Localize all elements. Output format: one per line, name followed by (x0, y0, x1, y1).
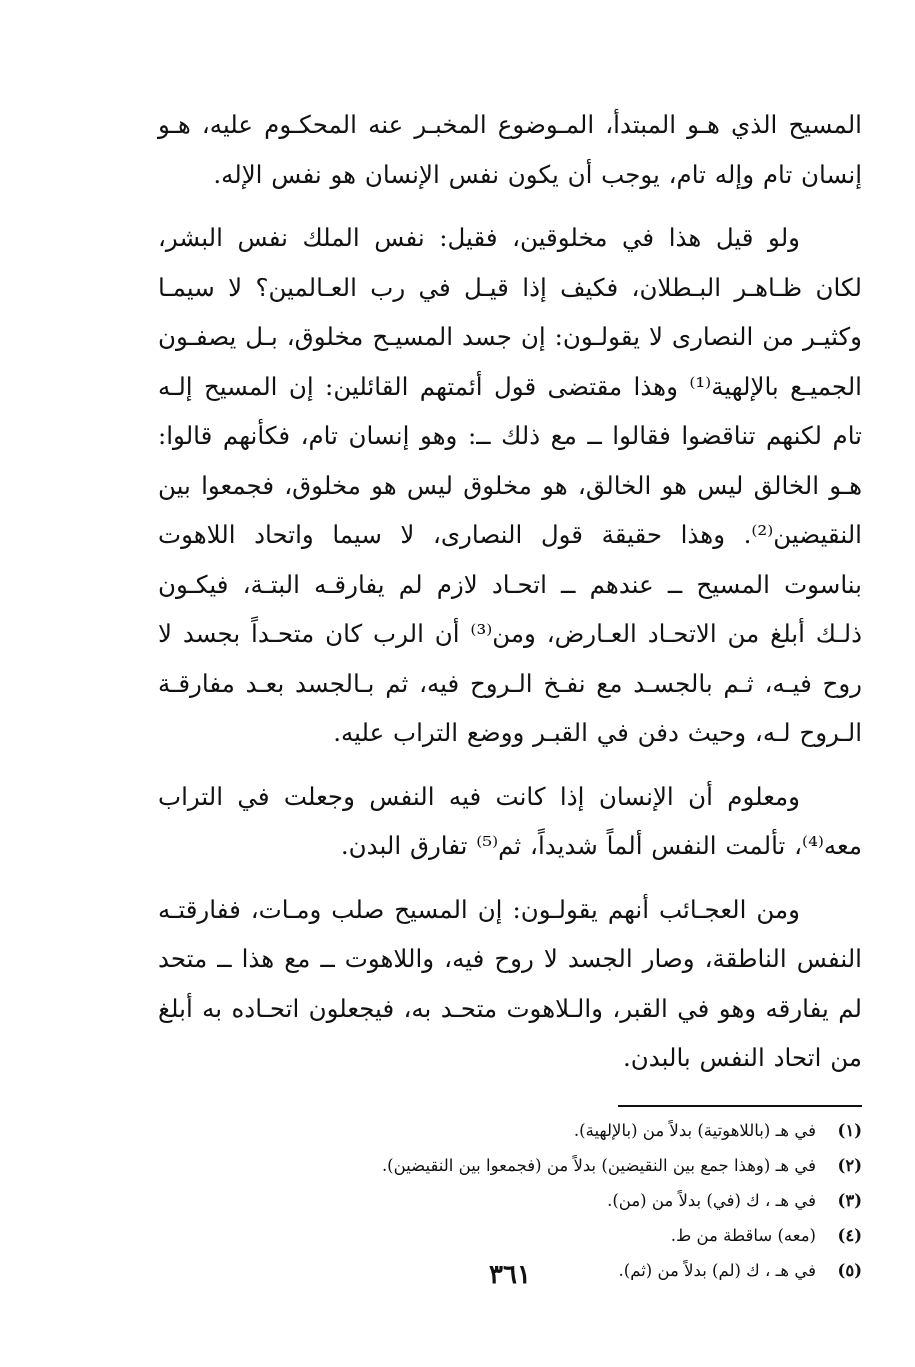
paragraph-3: ومعلوم أن الإنسان إذا كانت فيه النفس وجعلت في التراب معه⁽⁴⁾، تألمت النفس ألماً شديداً، ثم⁽⁵⁾ تفارق البدن. (158, 781, 862, 860)
paragraph-2: ولو قيل هذا في مخلوقين، فقيل: نفس الملك نفس البشر، لكان ظـاهـر البـطلان، فكيف إذا قيـل في رب العـالمين؟ لا سيمـا وكثيـر من النصارى لا يقولـون: إن جسد المسيـح مخلوق، بـل يصفـون الجميـع بالإلهية⁽¹⁾ وهذا مقتضى قول أئمتهم القائلين: إن المسيح إلـه تام لكنهم تناقضوا فقالوا ــ مع ذلك ــ: وهو إنسان تام، فكأنهم قالوا: هـو الخالق ليس هو الخالق، هو مخلوق ليس هو مخلوق، فجمعوا بين النقيضين⁽²⁾. وهذا حقيقة قول النصارى، لا سيما واتحاد اللاهوت بناسوت المسيح ــ عندهم ــ اتحـاد لازم لم يفارقـه البتـة، فيكـون ذلـك أبلغ من الاتحـاد العـارض، ومن⁽³⁾ أن الرب كان متحـداً بجسد لا روح فيـه، ثـم بالجسـد مع نفـخ الـروح فيه، ثم بـالجسد بعـد مفارقـة الـروح لـه، وحيث دفن في القبـر ووضع التراب عليه. (158, 223, 862, 747)
paragraph-4: ومن العجـائب أنهم يقولـون: إن المسيح صلب ومـات، ففارقتـه النفس الناطقة، وصار الجسد لا روح فيه، واللاهوت ــ مع هذا ــ متحد لم يفارقه وهو في القبر، والـلاهوت متحـد به، فيجعلون اتحـاده به أبلغ من اتحاد النفس بالبدن. (158, 894, 862, 1072)
main-text (158, 100, 862, 1083)
footnote-number: (١) (837, 1120, 862, 1140)
footnote-text: في هـ ، ك (في) بدلاً من (من). (607, 1190, 816, 1210)
footnote-number: (٣) (837, 1190, 862, 1210)
footnote-text: في هـ ، ك (لم) بدلاً من (ثم). (618, 1260, 816, 1280)
book-page (158, 100, 862, 1330)
footnote-text: في هـ (باللاهوتية) بدلاً من (بالإلهية). (573, 1120, 816, 1140)
footnote-separator (618, 1105, 862, 1107)
footnote-1 (158, 1113, 862, 1148)
footnote-text: (معه) ساقطة من ط. (670, 1225, 816, 1245)
footnote-number: (٢) (837, 1155, 862, 1175)
paragraph-1: المسيح الذي هـو المبتدأ، المـوضوع المخبـر عنه المحكـوم عليه، هـو إنسان تام وإله تام، يوجب أن يكون نفس الإنسان هو نفس الإله. (158, 110, 862, 189)
footnote-4 (158, 1218, 862, 1253)
page-number: ٣٦١ (489, 1260, 531, 1290)
footnote-text: في هـ (وهذا جمع بين النقيضين) بدلاً من (فجمعوا بين النقيضين). (381, 1155, 816, 1175)
footnote-number: (٤) (837, 1225, 862, 1245)
footnote-3 (158, 1183, 862, 1218)
footnote-number: (٥) (837, 1260, 862, 1280)
footnote-2 (158, 1148, 862, 1183)
